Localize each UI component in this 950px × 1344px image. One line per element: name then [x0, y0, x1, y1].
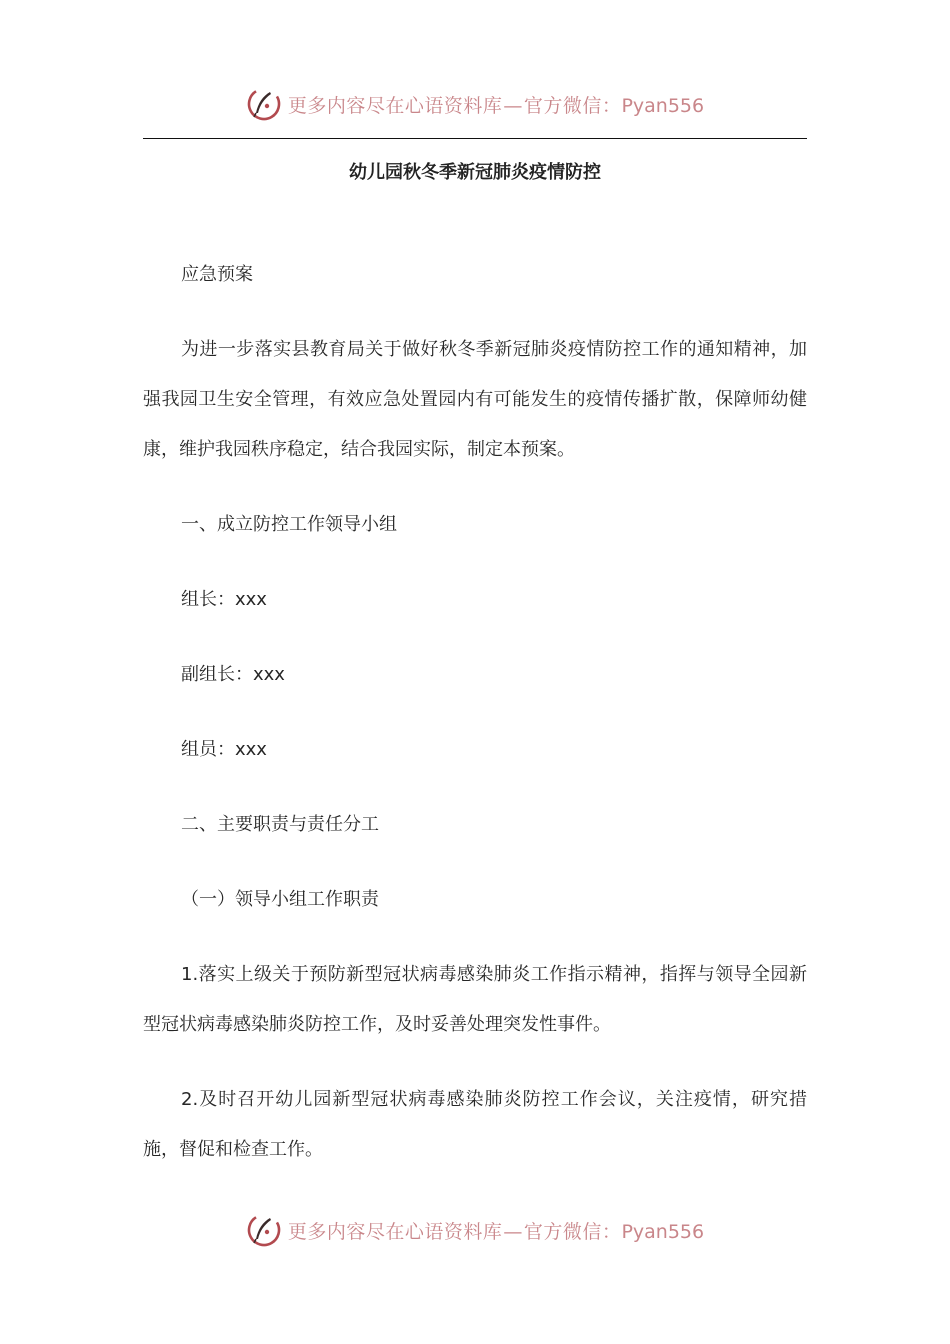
document-body [143, 250, 807, 1200]
document-title: 幼儿园秋冬季新冠肺炎疫情防控 [349, 162, 601, 183]
header-banner [0, 82, 950, 126]
paragraph-intro: 为进一步落实县教育局关于做好秋冬季新冠肺炎疫情防控工作的通知精神，加强我园卫生安全管理，有效应急处置园内有可能发生的疫情传播扩散，保障师幼健康，维护我园秩序稳定，结合我园实际，制定本预案。 [143, 339, 807, 460]
subsection-heading-1: （一）领导小组工作职责 [181, 889, 379, 910]
quill-pen-logo-icon [246, 86, 282, 122]
footer-banner [0, 1208, 950, 1252]
paragraph-leader: 组长：xxx [181, 589, 267, 610]
paragraph-heading-plan: 应急预案 [181, 264, 253, 285]
wechat-id: Pyan556 [621, 1220, 705, 1243]
header-divider [143, 138, 807, 139]
section-heading-2: 二、主要职责与责任分工 [181, 814, 379, 835]
paragraph-item-2: 2.及时召开幼儿园新型冠状病毒感染肺炎防控工作会议，关注疫情，研究措施，督促和检查工作。 [143, 1089, 807, 1160]
paragraph-deputy-leader: 副组长：xxx [181, 664, 285, 685]
paragraph-item-1: 1.落实上级关于预防新型冠状病毒感染肺炎工作指示精神，指挥与领导全园新型冠状病毒感染肺炎防控工作，及时妥善处理突发性事件。 [143, 964, 807, 1035]
quill-pen-logo-icon [246, 1212, 282, 1248]
banner-text: 更多内容尽在心语资料库—官方微信：Pyan556 [287, 94, 705, 117]
section-heading-1: 一、成立防控工作领导小组 [181, 514, 397, 535]
wechat-id: Pyan556 [621, 94, 705, 117]
banner-text: 更多内容尽在心语资料库—官方微信：Pyan556 [287, 1220, 705, 1243]
paragraph-members: 组员：xxx [181, 739, 267, 760]
